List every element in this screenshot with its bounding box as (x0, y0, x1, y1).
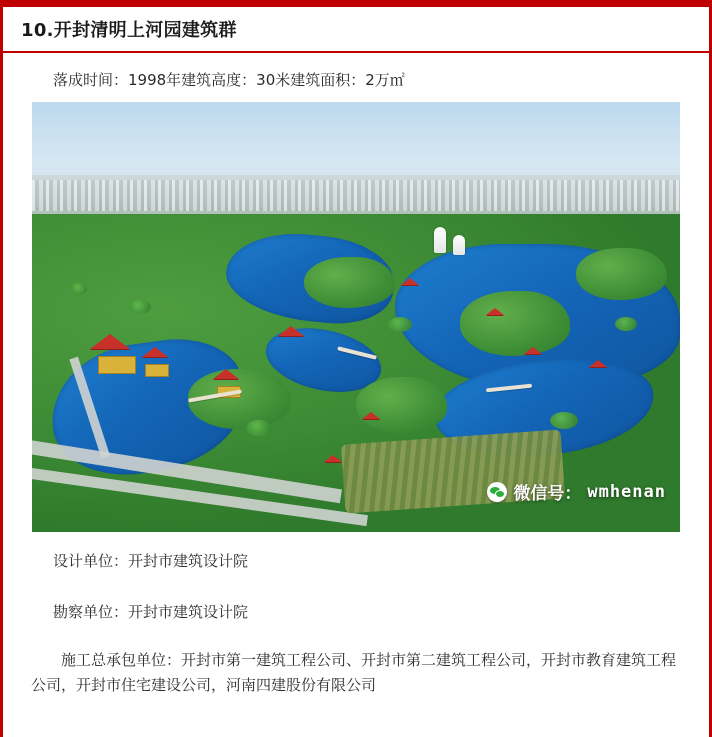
pavilion-body (98, 356, 136, 374)
pavilion-roof (213, 369, 239, 379)
watermark (487, 479, 666, 504)
pavilion-body (145, 364, 169, 377)
project-photo (32, 102, 680, 532)
watermark-id: wmhenan (587, 481, 666, 502)
tree-cluster (71, 283, 87, 295)
tree-cluster (129, 300, 151, 314)
watermark-label: 微信号： (513, 484, 582, 504)
pavilion-roof (362, 412, 380, 419)
pavilion-roof (486, 308, 504, 315)
wechat-icon (487, 482, 507, 502)
pavilion-roof (90, 334, 130, 349)
island (356, 377, 447, 433)
pavilion-roof (142, 347, 168, 357)
white-pagoda (434, 227, 446, 253)
pavilion-roof (324, 455, 342, 462)
top-accent-bar (3, 0, 709, 7)
section-title-row (3, 7, 709, 53)
page-title: 10.开封清明上河园建筑群 (21, 20, 237, 41)
pavilion-roof (278, 326, 304, 336)
pavilion-roof (589, 360, 607, 367)
design-unit-line: 设计单位：开封市建筑设计院 (53, 552, 249, 570)
contractor-paragraph: 施工总承包单位：开封市第一建筑工程公司、开封市第二建筑工程公司，开封市教育建筑工程公司，开封市住宅建设公司，河南四建股份有限公司 (31, 651, 677, 694)
document-body (3, 69, 709, 698)
island (460, 291, 570, 356)
pavilion-roof (524, 347, 542, 354)
tree-cluster (246, 420, 272, 436)
tree-cluster (550, 412, 578, 429)
survey-unit-line: 勘察单位：开封市建筑设计院 (53, 603, 249, 621)
white-pagoda (453, 235, 465, 255)
pavilion-roof (401, 278, 419, 285)
project-meta-line: 落成时间：1998年建筑高度：30米建筑面积：2万㎡ (53, 71, 405, 89)
island (304, 257, 395, 309)
island (576, 248, 667, 300)
